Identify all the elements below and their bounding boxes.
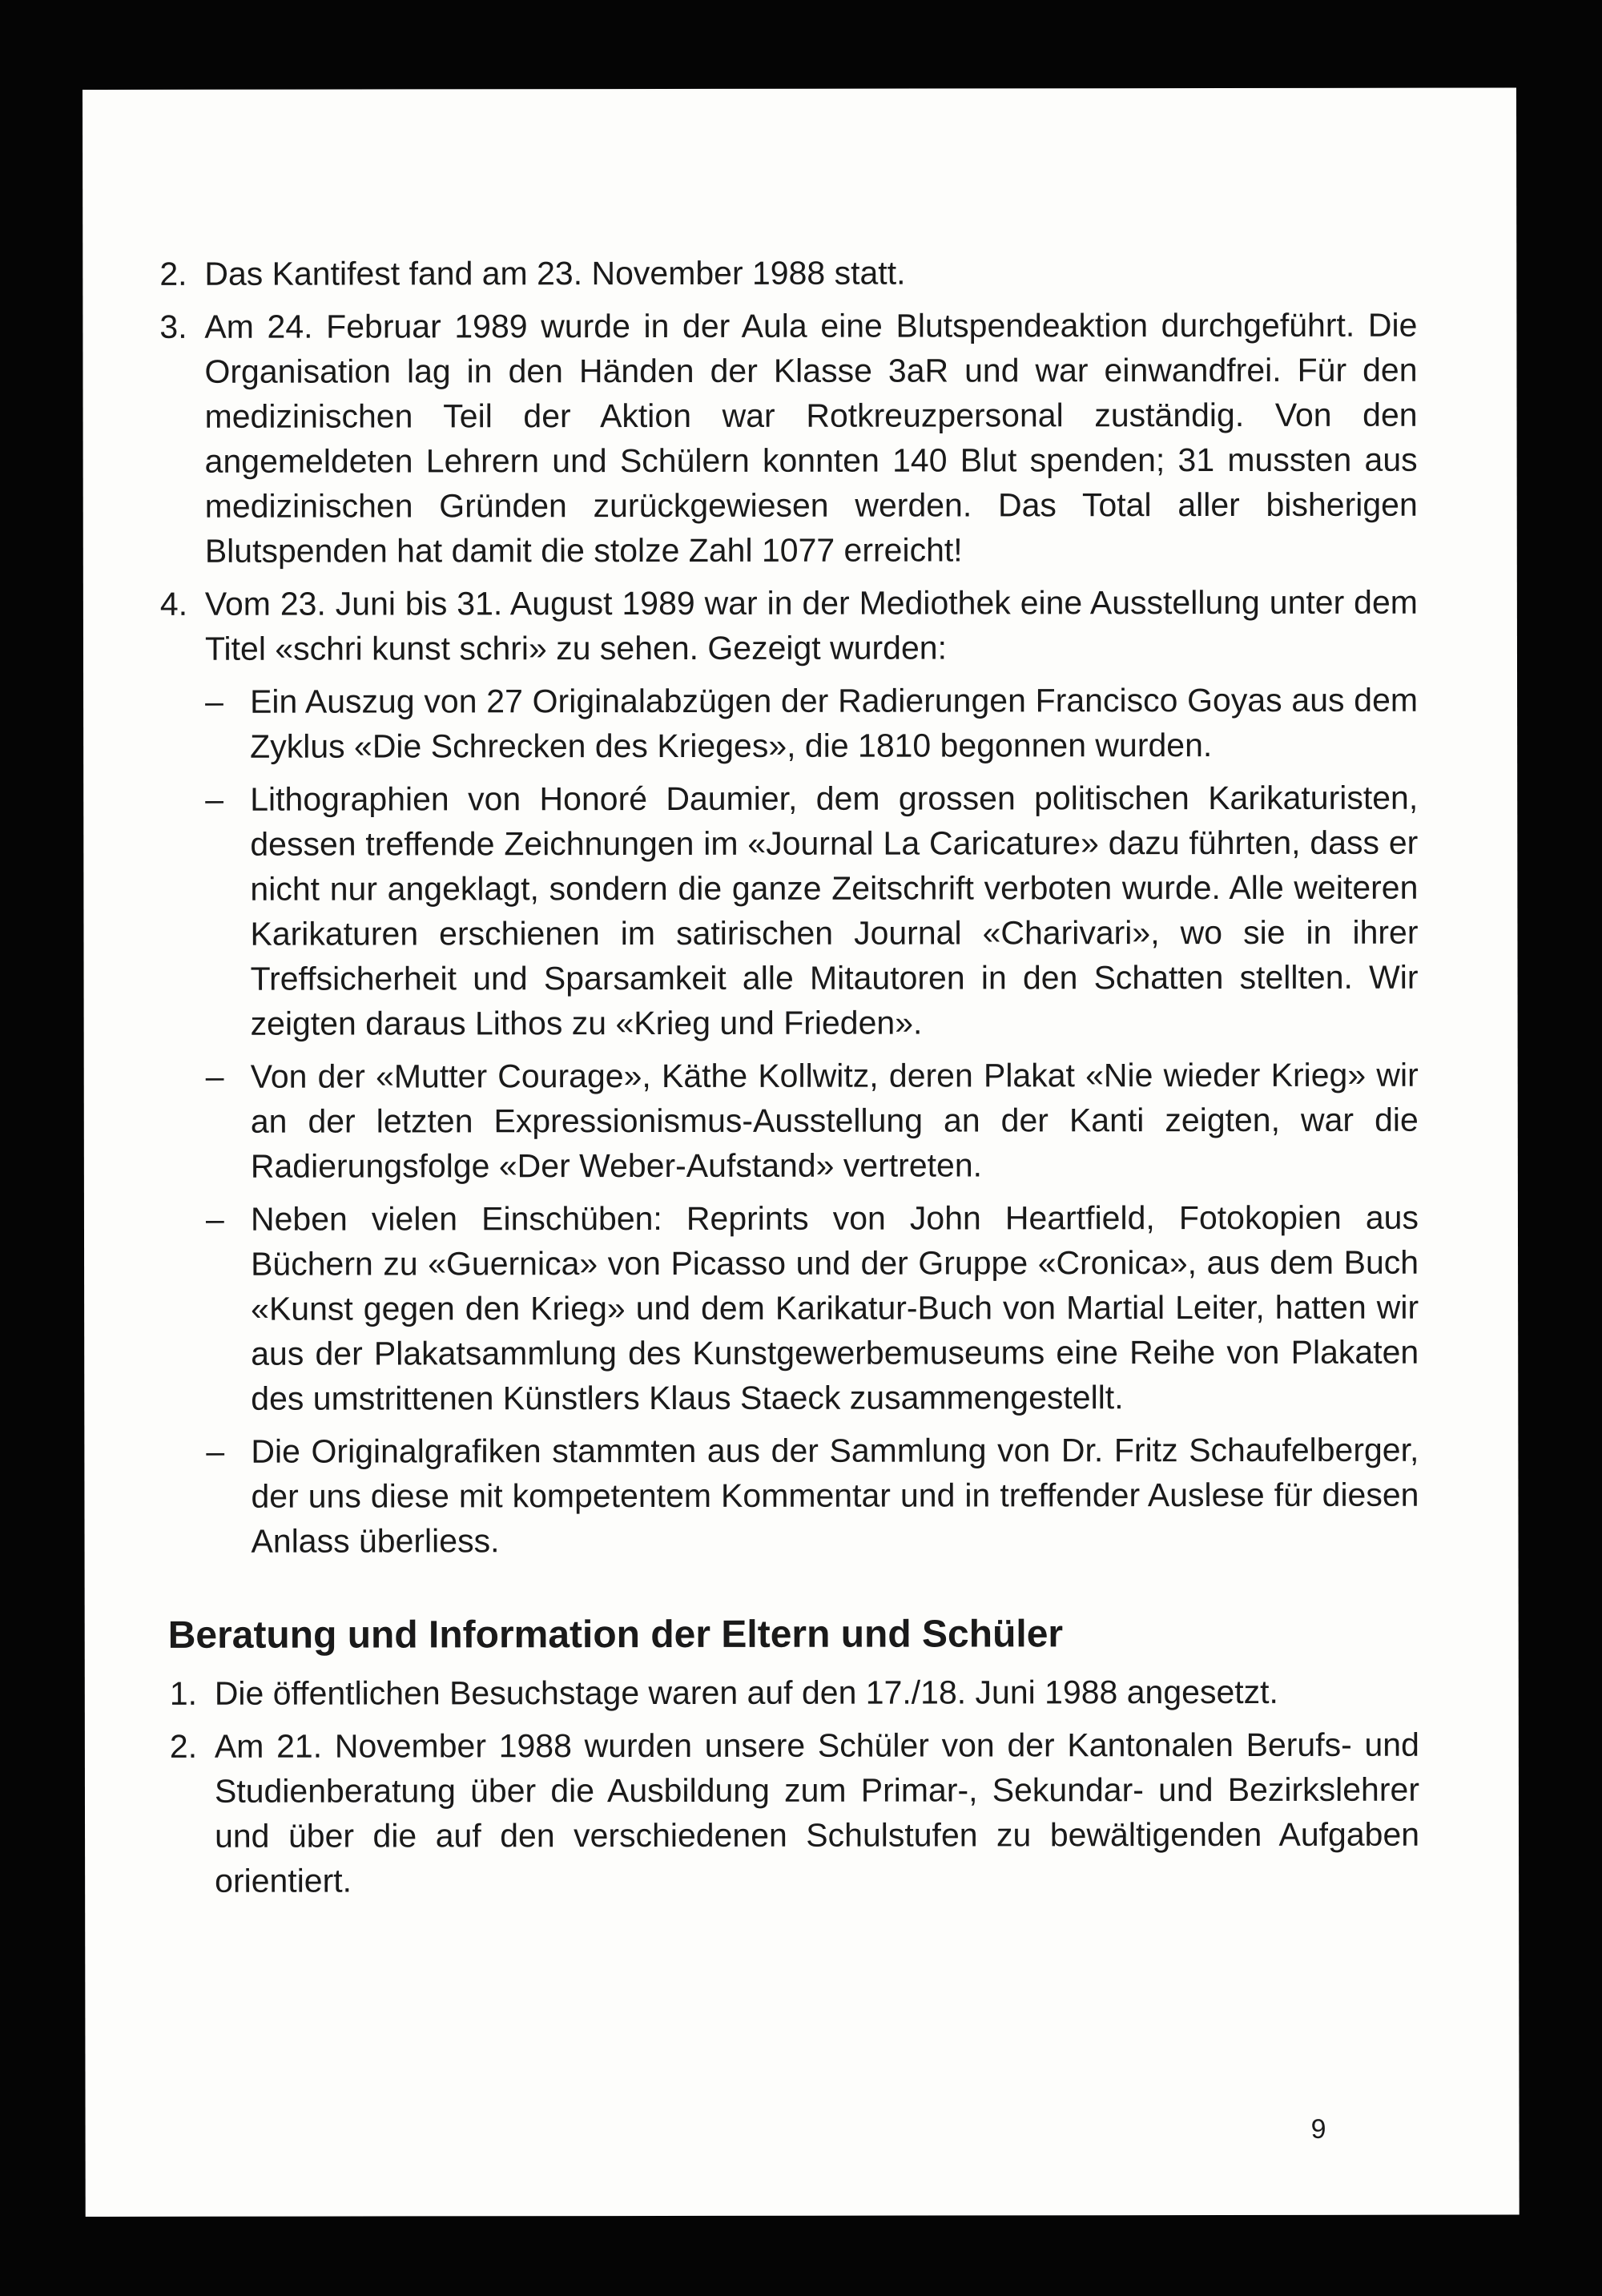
list-item bbox=[159, 303, 1417, 574]
dash-bullet: – bbox=[205, 1200, 224, 1238]
item-number: 4. bbox=[159, 585, 188, 622]
list-item bbox=[170, 1722, 1419, 1903]
item-number: 1. bbox=[169, 1674, 198, 1712]
sub-list-item bbox=[161, 1195, 1419, 1421]
item-number: 3. bbox=[159, 308, 187, 345]
list-item bbox=[160, 580, 1418, 671]
list-item bbox=[159, 250, 1417, 296]
page-content bbox=[159, 250, 1419, 1911]
item-text: Am 24. Februar 1989 wurde in der Aula eine Blutspendeaktion durchgeführt. Die Organisation lag in den Händen der Klasse 3aR und war einwandfrei. Für den medizinischen Teil der Aktion war Rotkreuzpersonal zuständig. Von den angemeldeten Lehrern und Schülern konnten 140 Blut spenden; 31 mussten aus medizinischen Gründen zurückgewiesen werden. Das Total aller bisherigen Blutspenden hat damit die stolze Zahl 1077 erreicht! bbox=[204, 306, 1418, 570]
list-item bbox=[170, 1670, 1419, 1716]
sub-list-item bbox=[161, 1053, 1419, 1189]
document-page bbox=[83, 88, 1519, 2217]
item-text: Am 21. November 1988 wurden unsere Schüler von der Kantonalen Berufs- und Studienberatung über die Ausbildung zum Primar-, Sekundar- und Bezirkslehrer und über die auf den verschiedenen Schulstufen zu bewältigenden Aufgaben orientiert. bbox=[214, 1726, 1420, 1899]
item-number: 2. bbox=[159, 255, 187, 292]
sub-item-text: Neben vielen Einschüben: Reprints von John Heartfield, Fotokopien aus Büchern zu «Guernica» von Picasso und der Gruppe «Cronica», aus dem Buch «Kunst gegen den Krieg» und dem Karikatur-Buch von Martial Leiter, hatten wir aus der Plakatsammlung des Kunstgewerbemuseums eine Reihe von Plakaten des umstrittenen Künstlers Klaus Staeck zusammengestellt. bbox=[250, 1198, 1419, 1417]
section-heading: Beratung und Information der Eltern und Schüler bbox=[167, 1613, 1064, 1657]
dash-bullet: – bbox=[205, 780, 224, 818]
dash-bullet: – bbox=[205, 1057, 224, 1095]
section-beratung bbox=[162, 1609, 1420, 1903]
sub-item-text: Lithographien von Honoré Daumier, dem grossen politischen Karikaturisten, dessen treffende Zeichnungen im «Journal La Caricature» dazu führten, dass er nicht nur angeklagt, sondern die ganze Zeitschrift verboten wurde. Alle weiteren Karikaturen erschienen im satirischen Journal «Charivari», wo sie in ihrer Treffsicherheit und Sparsamkeit alle Mitautoren in den Schatten stellten. Wir zeigten daraus Lithos zu «Krieg und Frieden». bbox=[250, 779, 1419, 1042]
item-number: 2. bbox=[169, 1727, 198, 1765]
sub-list-item bbox=[161, 1428, 1419, 1564]
sub-list-item bbox=[160, 775, 1418, 1046]
item-text: Die öffentlichen Besuchstage waren auf den 17./18. Juni 1988 angesetzt. bbox=[214, 1673, 1278, 1712]
sub-item-text: Die Originalgrafiken stammten aus der Sammlung von Dr. Fritz Schaufelberger, der uns diese mit kompetentem Kommentar und in treffender Auslese für diesen Anlass überliess. bbox=[251, 1431, 1419, 1560]
item-text: Vom 23. Juni bis 31. August 1989 war in der Mediothek eine Ausstellung unter dem Titel «schri kunst schri» zu sehen. Gezeigt wurden: bbox=[204, 583, 1418, 667]
item-text: Das Kantifest fand am 23. November 1988 statt. bbox=[204, 254, 906, 292]
sub-item-text: Ein Auszug von 27 Originalabzügen der Radierungen Francisco Goyas aus dem Zyklus «Die Schrecken des Krieges», die 1810 begonnen wurden. bbox=[250, 681, 1419, 765]
sub-item-text: Von der «Mutter Courage», Käthe Kollwitz, deren Plakat «Nie wieder Krieg» wir an der letzten Expressionismus-Ausstellung an der Kanti zeigten, war die Radierungsfolge «Der Weber-Aufstand» vertreten. bbox=[250, 1056, 1419, 1185]
page-number: 9 bbox=[1310, 2113, 1326, 2145]
dash-bullet: – bbox=[205, 683, 223, 720]
dash-bullet: – bbox=[206, 1432, 225, 1470]
sub-list-item bbox=[160, 678, 1418, 769]
